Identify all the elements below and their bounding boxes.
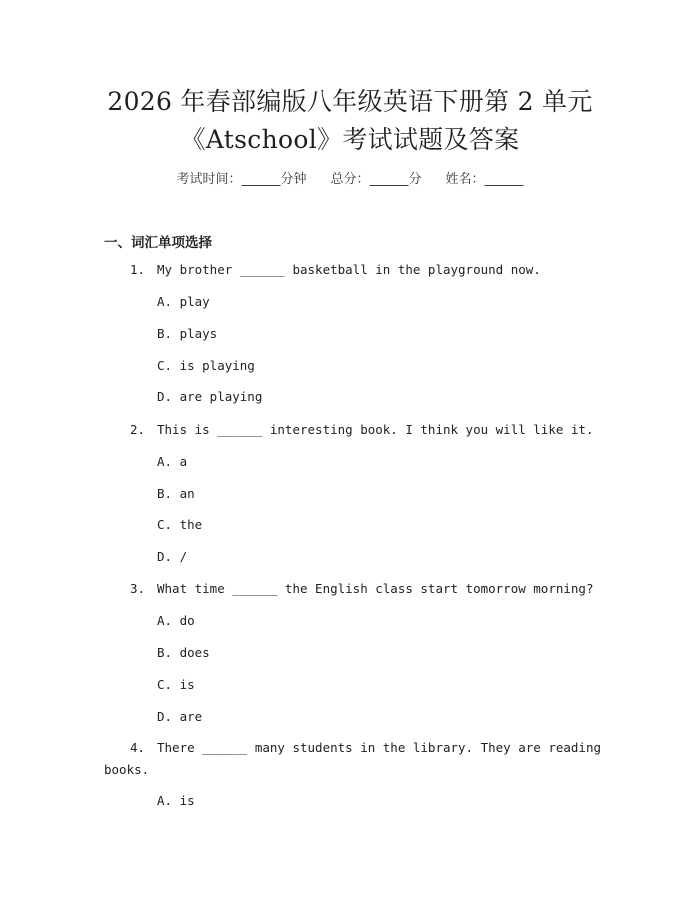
option: C. the [157, 517, 203, 532]
question-text: What time ______ the English class start tomorrow morning? [157, 581, 594, 596]
question-number: 1. [130, 262, 146, 277]
option: D. are [157, 709, 203, 724]
question-number: 3. [130, 581, 146, 596]
question-number: 4. [130, 740, 146, 755]
option: A. do [157, 613, 195, 628]
option: D. are playing [157, 389, 263, 404]
option: C. is [157, 677, 195, 692]
exam-time-field: 考试时间：______分钟 [176, 172, 307, 187]
option: A. a [157, 454, 188, 469]
page-title-line1: 2026 年春部编版八年级英语下册第 2 单元 [107, 87, 593, 116]
option: A. play [157, 294, 210, 309]
section-title: 一、词汇单项选择 [104, 235, 212, 251]
total-score-field: 总分：______分 [330, 172, 422, 187]
question-text: There ______ many students in the library. They are reading [157, 740, 602, 755]
option: D. / [157, 549, 188, 564]
option: B. does [157, 645, 210, 660]
exam-info [0, 168, 700, 187]
option: A. is [157, 793, 195, 808]
question-text: My brother ______ basketball in the playground now. [157, 262, 541, 277]
page-title-line2: 《Atschool》考试试题及答案 [180, 125, 520, 154]
question-text: This is ______ interesting book. I think you will like it. [157, 422, 594, 437]
option: B. plays [157, 326, 218, 341]
option: C. is playing [157, 358, 255, 373]
name-field: 姓名：______ [445, 172, 524, 187]
question-text-continued: books. [104, 762, 150, 777]
question-number: 2. [130, 422, 146, 437]
option: B. an [157, 486, 195, 501]
